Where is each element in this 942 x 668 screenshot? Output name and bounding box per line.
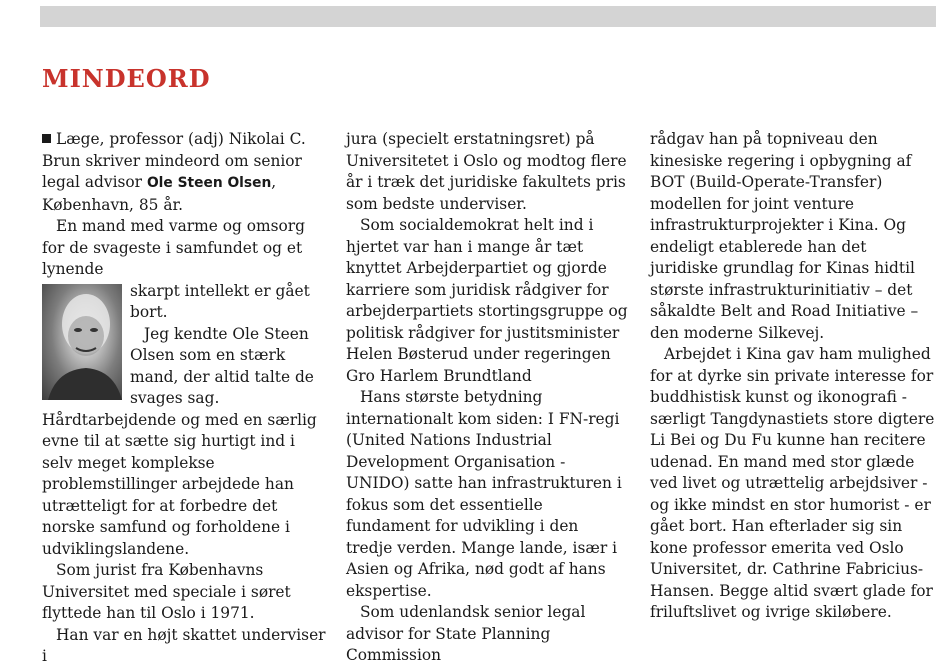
paragraph: rådgav han på topniveau den kinesiske regering i opbygning af BOT (Build-Operate-Transfer) modellen for joint venture infrastrukturprojekter i Kina. Og endeligt etablerede han det juridiske grundlag for Kinas hidtil største infrastrukturinitiativ – det såkaldte Belt and Road Initiative – den moderne Silkevej. (650, 130, 919, 342)
deceased-name: Ole Steen Olsen (146, 175, 272, 191)
paragraph: Hans største betydning internationalt kom siden: I FN-regi (United Nations Industrial Development Organisation -UNIDO) satte han infrastrukturen i fokus som det essentielle fundament for udvikling i den tredje verden. Mange lande, især i Asien og Afrika, nød godt af hans ekspertise. (346, 388, 622, 600)
bullet-square-icon (42, 134, 51, 143)
paragraph: Som socialdemokrat helt ind i hjertet var han i mange år tæt knyttet Arbejderpartiet og gjorde karriere som juridisk rådgiver for arbejderpartiets stortingsgruppe og politisk rådgiver for justitsminister Helen Bøsterud under regeringen Gro Harlem Brundtland (346, 216, 628, 385)
section-heading: MINDEORD (42, 64, 211, 93)
column-1 (42, 129, 326, 668)
paragraph: Jeg kendte Ole Steen Olsen som en stærk mand, der altid talte de svages sag. Hårdtarbejdende og med en særlig evne til at sætte sig hurtigt ind i selv meget komplekse problemstillinger arbejdede han utrætteligt for at forbedre det norske samfund og forholdene i udviklingslandene. (42, 324, 317, 558)
paragraph: Han var en højt skattet underviser i (42, 625, 326, 665)
portrait-image (42, 284, 122, 400)
paragraph: En mand med varme og omsorg for de svageste i samfundet og et lynende (42, 217, 305, 278)
paragraph: jura (specielt erstatningsret) på Universitetet i Oslo og modtog flere år i træk det juridiske fakultets pris som bedste underviser. (346, 130, 627, 213)
paragraph: Som jurist fra Københavns Universitet med speciale i søret flyttede han til Oslo i 1971. (42, 561, 291, 622)
paragraph: Som udenlandsk senior legal advisor for State Planning Commission (346, 603, 586, 664)
column-2 (346, 129, 628, 667)
paragraph: Arbejdet i Kina gav ham mulighed for at dyrke sin private interesse for buddhistisk kunst og ikonografi - særligt Tangdynastiets store digtere Li Bei og Du Fu kunne han recitere udenad. En mand med stor glæde ved livet og utrættelig arbejdsiver - og ikke mindst en stor humorist - er gået bort. Han efterlader sig sin kone professor emerita ved Oslo Universitet, dr. Cathrine Fabricius-Hansen. Begge altid svært glade for friluftslivet og ivrige skiløbere. (650, 345, 935, 621)
paragraph-continued: skarpt intellekt er gået bort. (130, 281, 310, 321)
portrait-photo (42, 284, 122, 400)
intro-paragraph: Læge, professor (adj) Nikolai C. Brun skriver mindeord om senior legal advisor Ole Steen Olsen, København, 85 år. (42, 130, 306, 214)
top-gray-bar (40, 6, 936, 27)
column-3 (650, 129, 938, 624)
